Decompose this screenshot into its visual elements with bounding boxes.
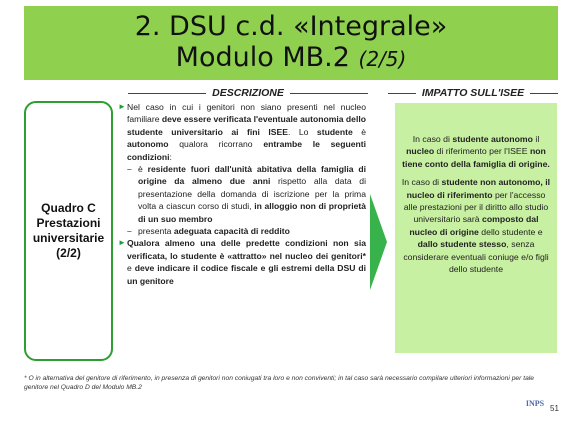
text: e: [127, 263, 135, 274]
impatto-panel: [395, 103, 557, 353]
impatto-paragraph-2: [401, 176, 551, 275]
text-bold: Qualora almeno una delle predette condizioni non sia verificata, lo studente è «attratto» nel nucleo dei genitori*: [127, 238, 366, 261]
text: :: [169, 151, 172, 162]
text-bold: dallo studente stesso: [417, 239, 507, 250]
header-rule-left: [388, 93, 416, 94]
triangle-bullet-icon: ►: [118, 238, 126, 248]
text-bold: residente fuori dall'unità abitativa della famiglia di origine da almeno due anni: [138, 164, 366, 187]
title-line-2: [176, 42, 407, 75]
quadro-line-4: (2/2): [56, 246, 81, 260]
title-module: Modulo MB.2: [175, 42, 350, 73]
descrizione-header: [128, 86, 368, 100]
quadro-line-3: universitarie: [32, 231, 105, 245]
text: , senza considerare eventuali coniuge e/o figli dello studente: [403, 239, 549, 275]
quadro-line-2: Prestazioni: [36, 216, 101, 230]
text: dello studente e: [478, 226, 543, 237]
text-bold: in alloggio non di proprietà di un suo membro: [138, 201, 366, 224]
quadro-line-1: Quadro C: [41, 201, 96, 215]
desc-paragraph-1: [118, 101, 366, 163]
title-line-1: 2. DSU c.d. «Integrale»: [134, 11, 448, 42]
text-bold: studente non autonomo, il nucleo di riferimento: [406, 177, 551, 200]
header-rule-right: [530, 93, 558, 94]
text-bold: nucleo: [406, 146, 435, 157]
text-bold: entrambe le seguenti condizioni: [127, 139, 366, 162]
text-bold: studente autonomo: [452, 134, 533, 144]
title-band: [24, 6, 558, 80]
triangle-bullet-icon: ►: [118, 102, 126, 111]
text: presenta: [138, 226, 174, 237]
text-bold: adeguata capacità di reddito: [173, 226, 290, 237]
title-part-indicator: (2/5): [358, 47, 407, 71]
impatto-header-label: IMPATTO SULL'ISEE: [421, 87, 525, 99]
text: . Lo: [287, 126, 317, 137]
quadro-label: [33, 201, 104, 261]
text-bold: composto dal nucleo di origine: [409, 214, 539, 237]
text: rispetto alla data di presentazione della domanda di iscrizione per la prima volta a ciascun corso di studi,: [138, 176, 366, 212]
arrow-right-icon: [370, 194, 387, 290]
text-bold: non tiene conto della famiglia di origine.: [402, 146, 550, 169]
text: di riferimento per l'ISEE: [434, 146, 530, 157]
footnote: * O in alternativa del genitore di riferimento, in presenza di genitori non coniugati tra loro e non conviventi; in tal caso sarà necessario compilare ulteriori informazioni per tale genitore nel Quadro D del Modulo MB.2: [24, 375, 535, 391]
desc-condition-1: [118, 163, 366, 225]
text: il: [532, 134, 540, 144]
quadro-box: [24, 101, 113, 361]
desc-condition-2: [118, 225, 366, 237]
text: In caso di: [412, 134, 453, 144]
impatto-paragraph-1: [401, 133, 551, 170]
text: è: [352, 126, 367, 137]
descrizione-panel: [118, 101, 366, 287]
text: è: [138, 164, 148, 175]
header-rule-right: [290, 93, 368, 94]
inps-logo: INPS: [525, 399, 545, 408]
dash-bullet-icon: –: [127, 164, 132, 175]
descrizione-header-label: DESCRIZIONE: [212, 87, 284, 99]
page-number: 51: [550, 404, 559, 413]
text-bold: deve indicare il codice fiscale e gli estremi della DSU di un genitore: [127, 263, 367, 286]
desc-paragraph-2: [118, 237, 366, 287]
text-bold: autonomo: [127, 139, 169, 150]
text-bold: studente: [316, 126, 353, 137]
text: In caso di: [401, 177, 442, 188]
text: Nel caso in cui i genitori non siano presenti nel nucleo familiare: [127, 102, 366, 125]
header-rule-left: [128, 93, 206, 94]
impatto-header: [388, 86, 558, 100]
text-bold: deve essere verificata l'eventuale autonomia dello studente universitario ai fini ISEE: [127, 114, 366, 137]
text: per l'accesso alle prestazioni per il diritto allo studio universitario sarà: [403, 189, 549, 225]
dash-bullet-icon: –: [127, 226, 132, 237]
text: qualora ricorrano: [168, 139, 264, 150]
